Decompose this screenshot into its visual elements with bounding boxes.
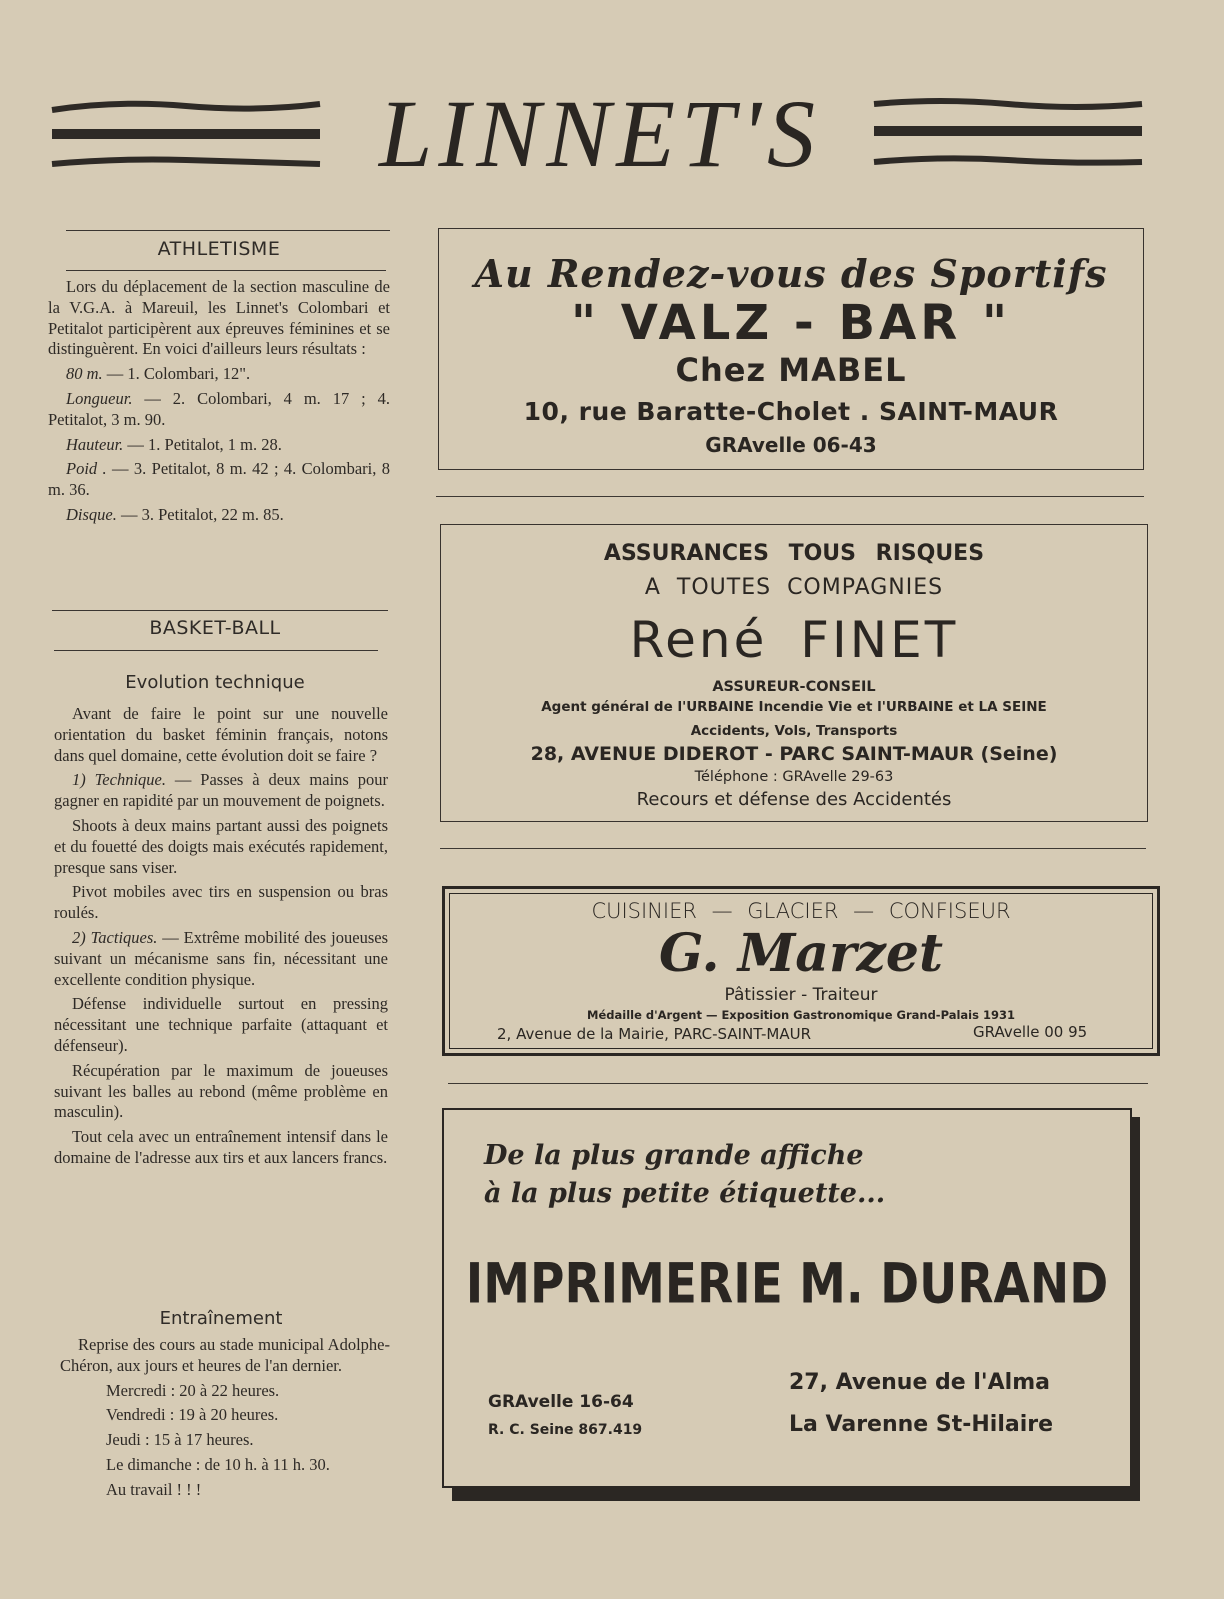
finet-name: René FINET [629,611,959,669]
valz-name: " VALZ - BAR " [571,295,1011,351]
schedule-item: Vendredi : 19 à 20 heures. [106,1405,279,1425]
finet-phone: Téléphone : GRAvelle 29-63 [694,769,894,785]
entrainement-article [60,1335,390,1505]
basket-article [54,704,388,1173]
durand-address-1: 27, Avenue de l'Alma [789,1370,1050,1395]
schedule-item: Jeudi : 15 à 17 heures. [106,1430,254,1450]
valz-tagline: Au Rendez-vous des Sportifs [474,251,1108,296]
result-row: Longueur. — 2. Colombari, 4 m. 17 ; 4. Petitalot, 3 m. 90. [48,388,390,429]
ad-separator [436,496,1144,497]
athletisme-heading: ATHLETISME [157,238,281,260]
entrainement-paragraph: Reprise des cours au stade municipal Adolphe-Chéron, aux jours et heures de l'an dernier. [60,1335,390,1375]
durand-rc: R. C. Seine 867.419 [488,1422,643,1438]
masthead-right-ornament [872,96,1144,176]
basket-paragraph: Récupération par le maximum de joueuses suivant les balles au rebond (même problème en masculin). [54,1060,388,1122]
ad-rene-finet [440,524,1148,822]
basket-paragraph: 1) Technique. — Passes à deux mains pour gagner en rapidité par un mouvement de poignets. [54,770,388,811]
marzet-sub: Pâtissier - Traiteur [724,985,878,1005]
finet-address: 28, AVENUE DIDEROT - PARC SAINT-MAUR (Seine) [530,743,1058,765]
durand-slogan-2: à la plus petite étiquette... [484,1178,886,1209]
finet-recours: Recours et défense des Accidentés [636,789,952,810]
athletisme-intro: Lors du déplacement de la section masculine de la V.G.A. à Mareuil, les Linnet's Colombari et Petitalot participèrent aux épreuves féminines et se distinguèrent. En voici d'ailleurs leurs résultats : [48,277,390,359]
ad-imprimerie-durand [442,1108,1132,1488]
result-row: 80 m. — 1. Colombari, 12". [66,364,251,384]
durand-address-2: La Varenne St-Hilaire [789,1412,1054,1437]
basket-subheading-entrainement: Entraînement [159,1308,283,1329]
durand-name: IMPRIMERIE M. DURAND [465,1252,1109,1317]
finet-line2: A TOUTES COMPAGNIES [644,575,944,600]
finet-title: ASSUREUR-CONSEIL [712,679,876,695]
marzet-address: 2, Avenue de la Mairie, PARC-SAINT-MAUR [497,1025,812,1043]
masthead-title: LINNET'S [379,80,821,187]
athletisme-rule-top [66,230,390,231]
marzet-name: G. Marzet [658,923,944,984]
valz-address: 10, rue Baratte-Cholet . SAINT-MAUR [523,397,1059,426]
result-row: Poid . — 3. Petitalot, 8 m. 42 ; 4. Colombari, 8 m. 36. [48,459,390,500]
marzet-phone: GRAvelle 00 95 [973,1023,1088,1041]
basket-rule-bottom [54,650,378,651]
durand-phone: GRAvelle 16-64 [488,1392,634,1412]
basket-paragraph: 2) Tactiques. — Extrême mobilité des joueuses suivant un mécanisme sans fin, nécessitant une excellente condition physique. [54,927,388,989]
result-row: Disque. — 3. Petitalot, 22 m. 85. [66,504,284,524]
marzet-medal: Médaille d'Argent — Exposition Gastronomique Grand-Palais 1931 [587,1008,1015,1022]
basket-paragraph: Pivot mobiles avec tirs en suspension ou bras roulés. [54,882,388,923]
basket-paragraph: Tout cela avec un entraînement intensif dans le domaine de l'adresse aux tirs et aux lancers francs. [54,1127,388,1167]
ad-separator [448,1083,1148,1084]
finet-agent: Agent général de l'URBAINE Incendie Vie et l'URBAINE et LA SEINE [541,699,1047,715]
basket-heading: BASKET-BALL [149,617,281,639]
athletisme-results [48,364,390,526]
schedule-item: Le dimanche : de 10 h. à 11 h. 30. [106,1454,330,1474]
basket-paragraph: Défense individuelle surtout en pressing nécessitant une technique parfaite (attaquant et défenseur). [54,994,388,1055]
athletisme-article [48,277,390,530]
ad-g-marzet [442,886,1160,1056]
basket-rule-top [52,610,388,611]
schedule-item: Au travail ! ! ! [106,1479,202,1499]
schedule-item: Mercredi : 20 à 22 heures. [106,1380,280,1400]
athletisme-rule-bottom [66,270,386,271]
marzet-trades: CUISINIER — GLACIER — CONFISEUR [591,899,1011,923]
masthead-left-ornament [50,96,322,176]
finet-line1: ASSURANCES TOUS RISQUES [603,541,985,566]
valz-phone: GRAvelle 06-43 [705,433,877,457]
finet-types: Accidents, Vols, Transports [690,723,898,739]
durand-slogan-1: De la plus grande affiche [484,1140,864,1171]
basket-paragraph: Avant de faire le point sur une nouvelle orientation du basket féminin français, notons dans quel domaine, cette évolution doit se faire ? [54,704,388,765]
ad-valz-bar [438,228,1144,470]
basket-subheading-evolution: Evolution technique [125,672,305,693]
result-row: Hauteur. — 1. Petitalot, 1 m. 28. [66,434,282,454]
valz-host: Chez MABEL [675,351,907,389]
basket-paragraph: Shoots à deux mains partant aussi des poignets et du fouetté des doigts mais exécutés rapidement, presque sans viser. [54,815,388,877]
ad-separator [440,848,1146,849]
